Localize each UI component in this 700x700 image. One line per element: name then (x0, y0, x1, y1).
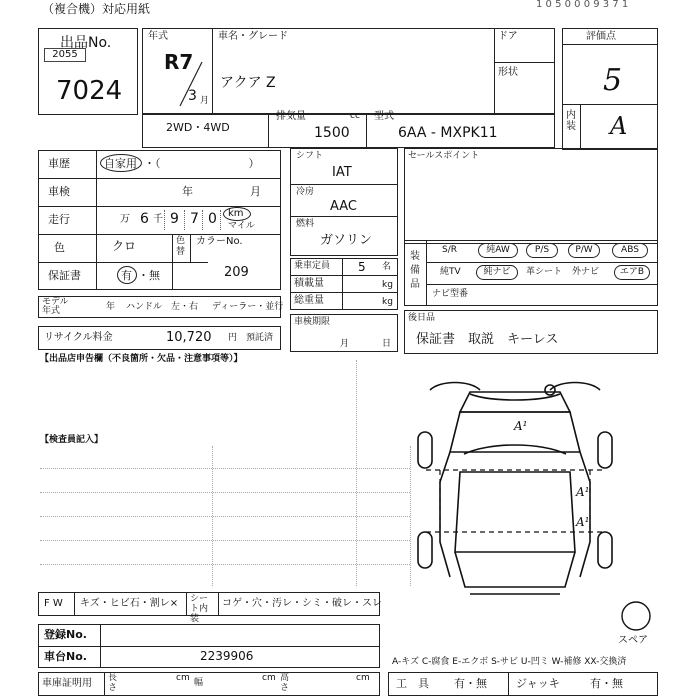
displacement-value: 1500 (314, 125, 350, 141)
inspector-header: 【検査員記入】 (40, 435, 104, 445)
recycle-label: リサイクル料金 (44, 332, 113, 343)
color-value: クロ (112, 239, 137, 253)
mileage-digit2: 9 (170, 211, 179, 227)
extras-label: 後日品 (408, 313, 436, 323)
gross-label: 総重量 (294, 295, 324, 306)
capacity-value: 5 (358, 260, 366, 274)
form-title: （複合機）対応用紙 (42, 2, 151, 16)
equip-abs: ABS (612, 243, 648, 258)
year-era: R7 (164, 50, 194, 74)
mileage-digit3: 7 (190, 211, 199, 227)
score-label: 評価点 (586, 31, 616, 42)
damage-legend: A-キズ C-腐食 E-エクボ S-サビ U-凹ミ W-補修 XX-交換済 (392, 657, 627, 667)
equip-navi: 純ナビ (476, 265, 518, 280)
seat-label: シート内装 (190, 594, 209, 624)
color-label: 色 (54, 241, 65, 254)
jack-label: ジャッキ (516, 677, 560, 690)
mileage-unit-km: km (228, 208, 244, 219)
damage-mark-2: A¹ (576, 485, 590, 499)
model-year-label: モデル年式 (42, 297, 69, 316)
sales-box (404, 148, 658, 244)
shape-label: 形状 (498, 67, 518, 78)
jack-value: 有・無 (590, 677, 623, 690)
equipment-label: 装備品 (410, 251, 420, 290)
score-value: 5 (603, 63, 623, 98)
inspection-label: 車検 (48, 185, 70, 198)
name-label: 車名・グレード (218, 31, 288, 42)
lot-number: 7024 (56, 76, 123, 106)
lot-stamp: 2055 (44, 48, 86, 62)
mileage-digit1: 6 (140, 211, 149, 227)
model-label: 型式 (374, 111, 394, 122)
equip-sr: S/R (442, 245, 457, 255)
fw-items: キズ・ヒビ石・割レ× (80, 598, 179, 609)
handle-label: ハンドル 左・右 (126, 302, 199, 312)
aircon-label: 冷房 (296, 187, 315, 197)
fw-label: F W (44, 598, 63, 609)
registration-label: 登録No. (44, 628, 87, 641)
interior-label: 内装 (566, 110, 576, 132)
damage-mark-3: A¹ (576, 515, 590, 529)
history-label: 車歴 (48, 157, 70, 170)
mileage-digit4: 0 (208, 211, 217, 227)
color-code-label: カラーNo. (196, 236, 243, 247)
shift-value: IAT (332, 165, 352, 180)
recycle-value: 10,720 (166, 330, 212, 345)
cert-label: 車庫証明用 (42, 678, 92, 689)
equip-ps: P/S (526, 243, 558, 258)
extras-value: 保証書 取説 キーレス (416, 332, 559, 347)
color-code: 209 (224, 265, 249, 280)
warranty-label: 保証書 (48, 269, 81, 282)
fuel-label: 燃料 (296, 219, 315, 229)
year-label: 年式 (148, 31, 168, 42)
shift-label: シフト (296, 151, 324, 161)
tools-label: 工 具 (396, 677, 429, 690)
sales-label: セールスポイント (408, 151, 480, 161)
notes-header: 【出品店申告欄（不良箇所・欠品・注意事項等）】 (40, 354, 243, 364)
car-diagram (400, 372, 660, 612)
color-change-label: 色替 (176, 236, 186, 257)
lot-label: 出品No. (60, 35, 112, 51)
fuel-value: ガソリン (320, 233, 373, 248)
equip-navi-model: ナビ型番 (432, 289, 469, 299)
damage-mark-1: A¹ (514, 419, 528, 433)
displacement-label: 排気量 (276, 111, 306, 122)
serial-number: 1 0 5 0 0 0 9 3 7 1 (536, 0, 629, 10)
model-value: 6AA - MXPK11 (398, 125, 498, 141)
dealer-label: ディーラー・並行 (212, 302, 284, 312)
drive-label: 2WD・4WD (166, 121, 230, 134)
equip-pw: P/W (568, 243, 600, 258)
chassis-label: 車台No. (44, 650, 87, 663)
seat-items: コゲ・穴・汚レ・シミ・破レ・スレ (222, 598, 382, 609)
aircon-value: AAC (330, 199, 357, 214)
mileage-label: 走行 (48, 213, 70, 226)
warranty-value: 有 (121, 269, 132, 282)
equip-ext-navi: 外ナビ (572, 267, 600, 277)
equip-airbag: エアB (614, 265, 650, 280)
equip-tv: 純TV (440, 267, 461, 277)
chassis-value: 2239906 (200, 649, 254, 663)
capacity-label: 乗車定員 (294, 261, 331, 271)
name-value: アクア Z (220, 75, 276, 91)
history-value: 自家用 (104, 157, 137, 170)
load-label: 積載量 (294, 278, 324, 289)
door-label: ドア (498, 31, 518, 42)
year-month: 3 (188, 88, 197, 104)
spare-tire-icon (618, 598, 654, 634)
interior-value: A (610, 112, 628, 140)
equip-leather: 革シート (526, 267, 563, 277)
equip-aw: 純AW (478, 243, 518, 258)
tools-value: 有・無 (454, 677, 487, 690)
term-label: 車検期限 (294, 317, 331, 327)
spare-label: スペア (618, 635, 648, 646)
